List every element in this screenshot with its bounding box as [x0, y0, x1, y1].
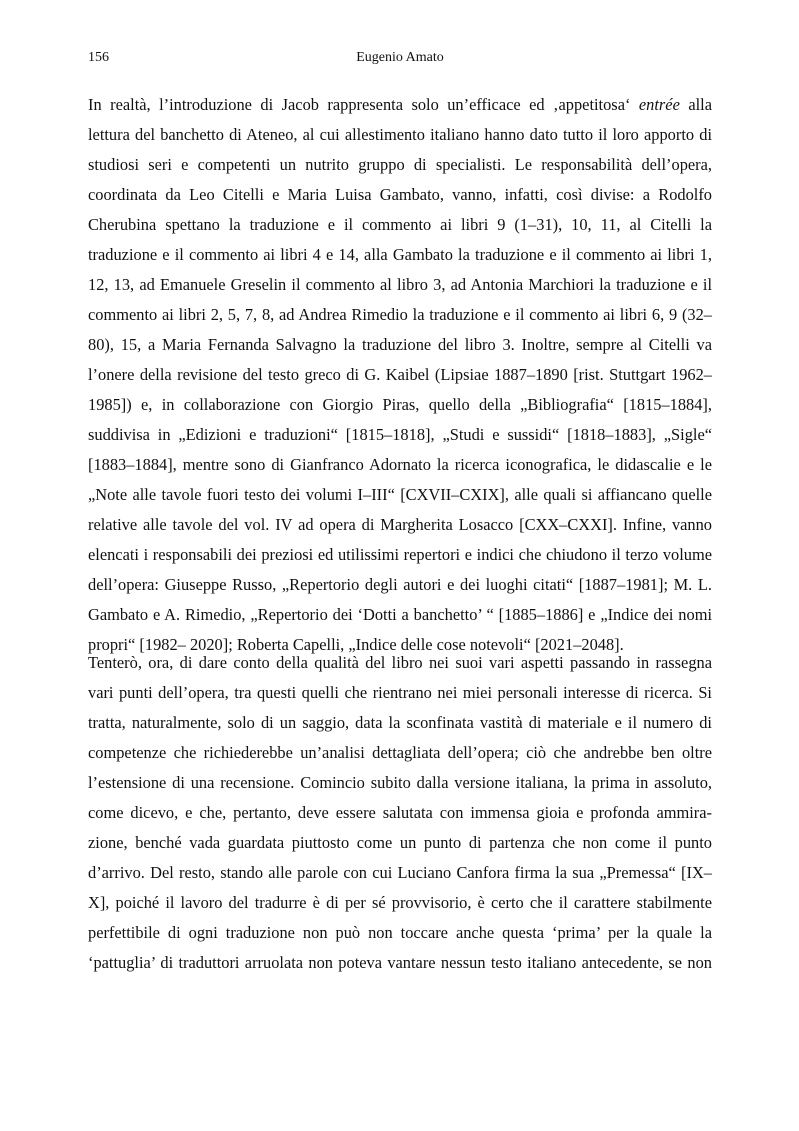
- text-line: [1883–1884], mentre sono di Gianfranco Adornato la ricerca iconografica, le didascalie e le: [88, 455, 712, 474]
- text-line: relative alle tavole del vol. IV ad opera di Margherita Losacco [CXX–CXXI]. Infine, vanno: [88, 515, 712, 534]
- text-line: ‘pattuglia’ di traduttori arruolata non poteva vantare nessun testo italiano antecedente, se non: [88, 953, 712, 972]
- text-line: tratta, naturalmente, solo di un saggio, data la sconfinata vastità di materiale e il numero di: [88, 713, 712, 732]
- text-line: vari punti dell’opera, tra questi quelli che rientrano nei miei personali interesse di ricerca. Si: [88, 683, 712, 702]
- running-title: Eugenio Amato: [356, 50, 444, 65]
- text-line: In realtà, l’introduzione di Jacob rappresenta solo un’efficace ed ‚appetitosa‘ entrée alla: [88, 95, 712, 114]
- text-line: 1985]) e, in collaborazione con Giorgio Piras, quello della „Bibliografia“ [1815–1884],: [88, 395, 712, 414]
- text-line: l’estensione di una recensione. Comincio subito dalla versione italiana, la prima in assoluto,: [88, 773, 712, 792]
- text-line: perfettibile di ogni traduzione non può non toccare anche questa ‘prima’ per la quale la: [88, 923, 712, 942]
- text-line: X], poiché il lavoro del tradurre è di per sé provvisorio, è certo che il carattere stabilmente: [88, 893, 712, 912]
- text-line: zione, benché vada guardata piuttosto come un punto di partenza che non come il punto: [88, 833, 712, 852]
- text-line: Cherubina spettano la traduzione e il commento ai libri 9 (1–31), 10, 11, al Citelli la: [88, 215, 712, 234]
- text-line: studiosi seri e competenti un nutrito gruppo di specialisti. Le responsabilità dell’opera,: [88, 155, 712, 174]
- text-line: dell’opera: Giuseppe Russo, „Repertorio degli autori e dei luoghi citati“ [1887–1981]; M. L.: [88, 575, 712, 594]
- paragraph-2: [88, 648, 712, 978]
- text-line: come dicevo, e che, pertanto, deve essere salutata con immensa gioia e profonda ammira-: [88, 803, 712, 822]
- text-line: d’arrivo. Del resto, stando alle parole con cui Luciano Canfora firma la sua „Premessa“ [IX–: [88, 863, 712, 882]
- text-line: suddivisa in „Edizioni e traduzioni“ [1815–1818], „Studi e sussidi“ [1818–1883], „Sigle“: [88, 425, 712, 444]
- italic-term: entrée: [638, 95, 680, 114]
- text-line: traduzione e il commento ai libri 4 e 14, alla Gambato la traduzione e il commento ai libri 1,: [88, 245, 712, 264]
- text-line: 80), 15, a Maria Fernanda Salvagno la traduzione del libro 3. Inoltre, sempre al Citelli va: [88, 335, 712, 354]
- text-line: „Note alle tavole fuori testo dei volumi I–III“ [CXVII–CXIX], alle quali si affiancano quelle: [88, 485, 712, 504]
- text-line: commento ai libri 2, 5, 7, 8, ad Andrea Rimedio la traduzione e il commento ai libri 6, 9 (32–: [88, 305, 712, 324]
- text-line: l’onere della revisione del testo greco di G. Kaibel (Lipsiae 1887–1890 [rist. Stuttgart 1962–: [88, 365, 712, 384]
- text-line: elencati i responsabili dei preziosi ed utilissimi repertori e indici che chiudono il terzo volume: [88, 545, 712, 564]
- text-line: competenze che richiederebbe un’analisi dettagliata dell’opera; ciò che andrebbe ben oltre: [88, 743, 712, 762]
- text-line: Tenterò, ora, di dare conto della qualità del libro nei suoi vari aspetti passando in rassegna: [88, 653, 712, 672]
- text-line: 12, 13, ad Emanuele Greselin il commento al libro 3, ad Antonia Marchiori la traduzione e il: [88, 275, 712, 294]
- text-line: lettura del banchetto di Ateneo, al cui allestimento italiano hanno dato tutto il loro apporto di: [88, 125, 712, 144]
- text-line: coordinata da Leo Citelli e Maria Luisa Gambato, vanno, infatti, così divise: a Rodolfo: [88, 185, 712, 204]
- paragraph-1: [88, 90, 712, 660]
- page-number: 156: [88, 50, 109, 65]
- running-header: [88, 48, 712, 68]
- text-line: propri“ [1982– 2020]; Roberta Capelli, „Indice delle cose notevoli“ [2021–2048].: [88, 635, 624, 654]
- text-line: Gambato e A. Rimedio, „Repertorio dei ‘Dotti a banchetto’ “ [1885–1886] e „Indice dei nomi: [88, 605, 712, 624]
